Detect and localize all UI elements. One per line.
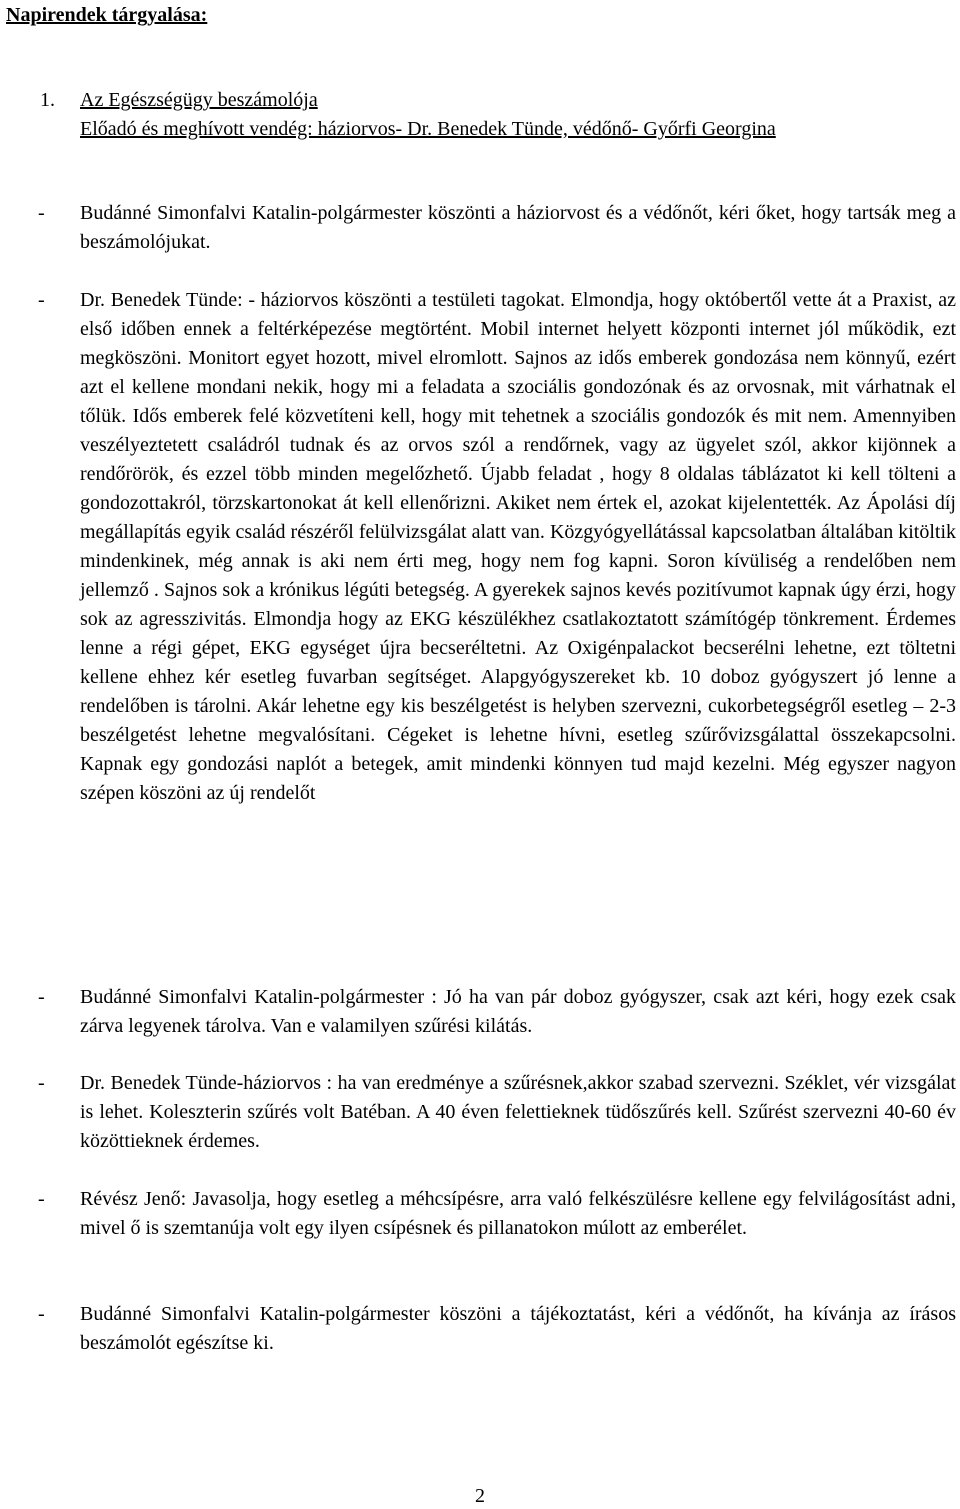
entry-dash: - [38, 202, 45, 224]
minutes-entry [38, 286, 956, 808]
minutes-entry [38, 983, 956, 1041]
entry-dash: - [38, 1072, 45, 1094]
page-number: 2 [475, 1485, 485, 1507]
minutes-entry [38, 1069, 956, 1156]
entry-text: Dr. Benedek Tünde: - háziorvos köszönti a testületi tagokat. Elmondja, hogy októbertől vette át a Praxist, az első időben ennek a feltérképezése megtörtént. Mobil internet helyett központi internet jól működik, ezt megköszöni. Monitort egyet hozott, mivel elromlott. Sajnos az idős emberek gondozása nem könnyű, ezért azt el kellene mondani nekik, hogy mi a feladata a szociális gondozónak és az orvosnak, mit várhatnak el tőlük. Idős emberek felé közvetíteni kell, hogy mit tehetnek a szociális gondozók és mit nem. Amennyiben veszélyeztetett családról tudnak és az orvos szól a rendőrnek, vagy az ügyelet szól, akkor kijönnek a rendőrörök, és ezzel több minden megelőzhető. Újabb feladat , hogy 8 oldalas táblázatot ki kell tölteni a gondozottakról, törzskartonokat át kell ellenőrizni. Akiket nem értek el, azokat kijelentették. Az Ápolási díj megállapítás egyik család részéről felülvizsgálat alatt van. Közgyógyellátással kapcsolatban általában kitöltik mindenkinek, még annak is aki nem érti meg, hogy nem fog kapni. Soron kívüliség a rendelőben nem jellemző . Sajnos sok a krónikus légúti betegség. A gyerekek sajnos kevés pozitívumot kapnak úgy érzi, hogy sok az agresszivitás. Elmondja hogy az EKG készülékhez csatlakoztatott számítógép tönkrement. Érdemes lenne a régi gépet, EKG egységet újra becseréltetni. Az Oxigénpalackot becserélni lehetne, ezt töltetni kellene ehhez kér esetleg fuvarban segítséget. Alapgyógyszereket kb. 10 doboz gyógyszert jó lenne a rendelőben is tárolni. Akár lehetne egy kis beszélgetést is helyben szervezni, cukorbetegségről esetleg – 2-3 beszélgetést lehetne megvalósítani. Cégeket is lehetne hívni, esetleg szűrővizsgálattal összekapcsolni. Kapnak egy gondozási naplót a betegek, amit mindenki könnyen tud majd kezelni. Még egyszer nagyon szépen köszöni az új rendelőt [80, 289, 956, 804]
entry-text: Budánné Simonfalvi Katalin-polgármester köszönti a háziorvost és a védőnőt, kéri őket, hogy tartsák meg a beszámolójukat. [80, 202, 956, 253]
agenda-item [40, 86, 956, 144]
entry-text: Dr. Benedek Tünde-háziorvos : ha van eredménye a szűrésnek,akkor szabad szervezni. Széklet, vér vizsgálat is lehet. Koleszterin szűrés volt Batéban. A 40 éven felettieknek tüdőszűrés kell. Szűrést szervezni 40-60 év közöttieknek érdemes. [80, 1072, 956, 1152]
entry-dash: - [38, 1303, 45, 1325]
entry-dash: - [38, 1188, 45, 1210]
section-heading: Napirendek tárgyalása: [6, 4, 208, 26]
entry-text: Budánné Simonfalvi Katalin-polgármester köszöni a tájékoztatást, kéri a védőnőt, ha kívánja az írásos beszámolót egészítse ki. [80, 1303, 956, 1354]
entry-dash: - [38, 289, 45, 311]
entry-text: Révész Jenő: Javasolja, hogy esetleg a méhcsípésre, arra való felkészülésre kellene egy felvilágosítást adni, mivel ő is szemtanúja volt egy ilyen csípésnek és pillanatokon múlott az emberélet. [80, 1188, 956, 1239]
agenda-item-title: Az Egészségügy beszámolója [80, 89, 318, 111]
agenda-item-text [80, 86, 956, 144]
minutes-entry [38, 1300, 956, 1358]
minutes-entry [38, 199, 956, 257]
entry-dash: - [38, 986, 45, 1008]
entry-text: Budánné Simonfalvi Katalin-polgármester : Jó ha van pár doboz gyógyszer, csak azt kéri, hogy ezek csak zárva legyenek tárolva. Van e valamilyen szűrési kilátás. [80, 986, 956, 1037]
agenda-item-number: 1. [40, 89, 55, 111]
minutes-entry [38, 1185, 956, 1243]
agenda-item-presenter: Előadó és meghívott vendég: háziorvos- Dr. Benedek Tünde, védőnő- Győrfi Georgina [80, 118, 776, 140]
